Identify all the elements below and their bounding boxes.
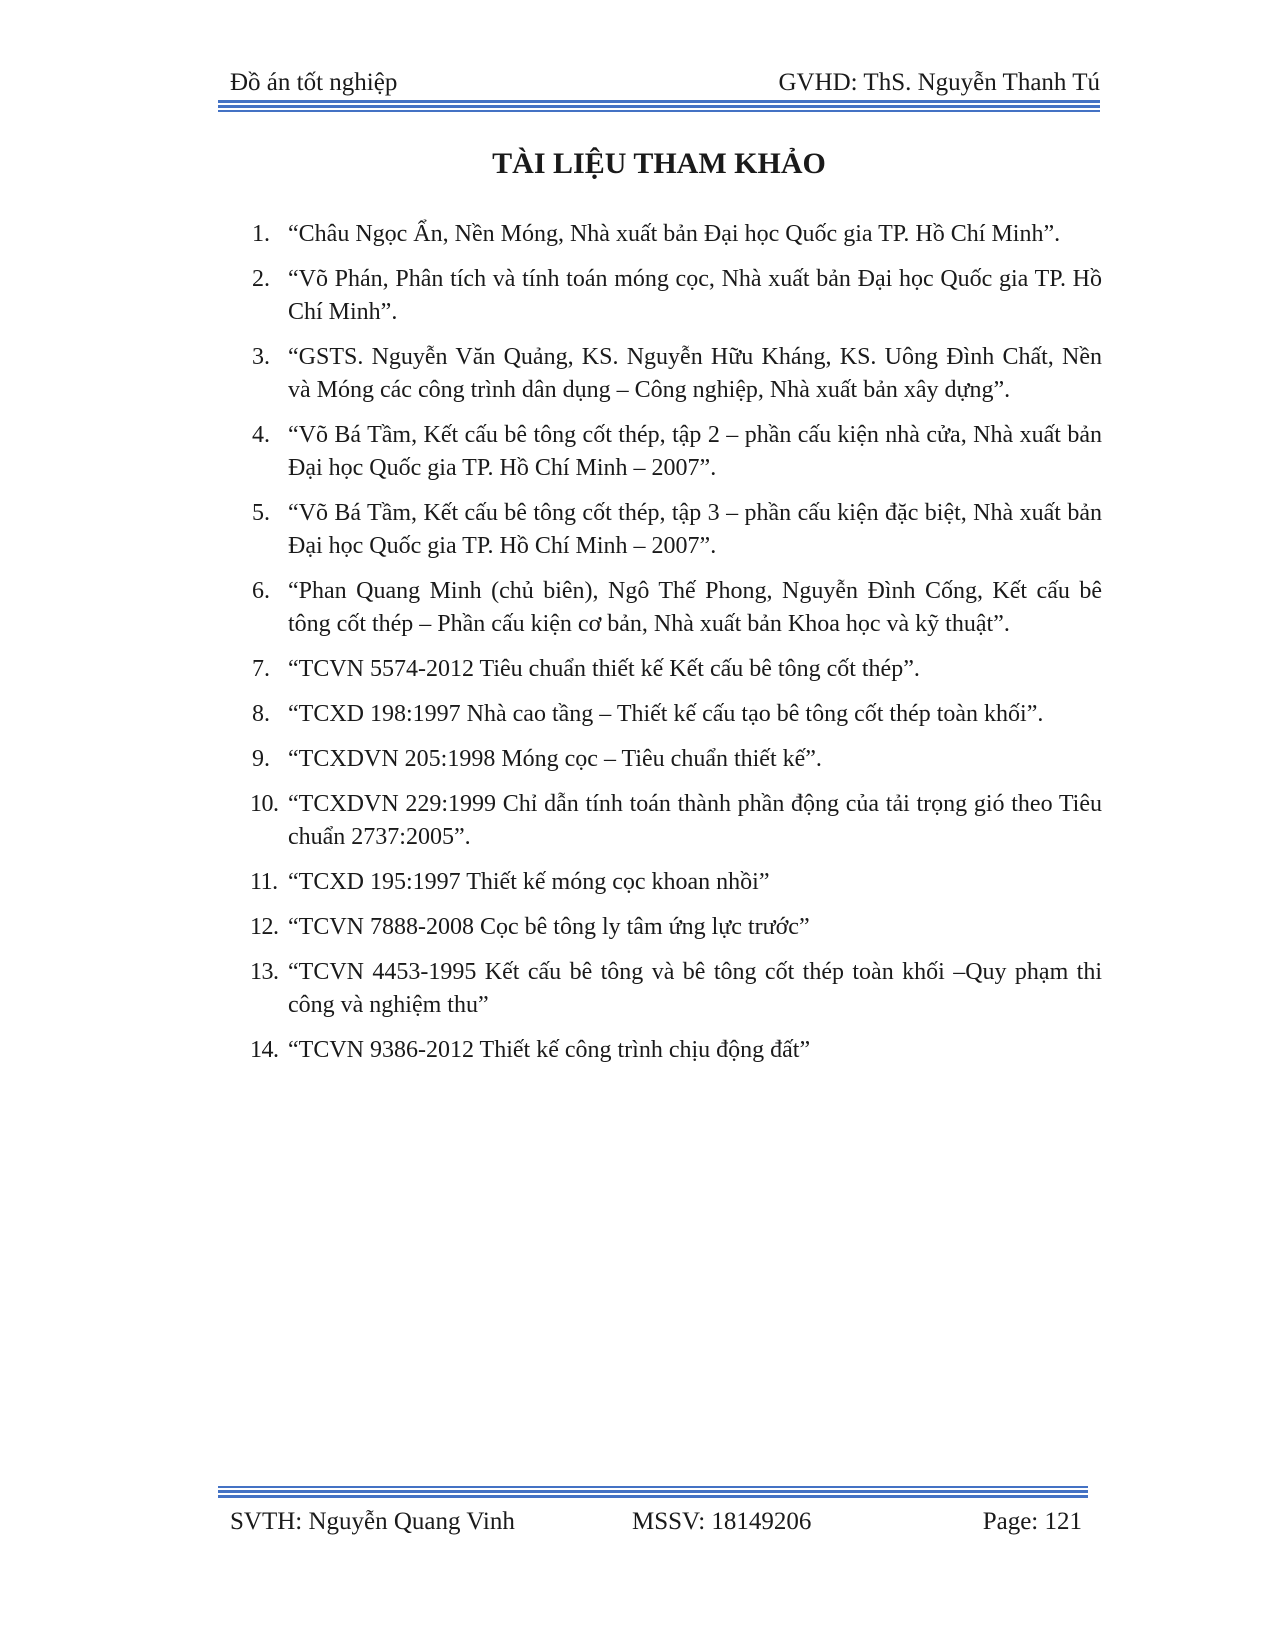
reference-text: “TCVN 4453-1995 Kết cấu bê tông và bê tông cốt thép toàn khối –Quy phạm thi công và nghiệm thu” <box>288 959 1102 1018</box>
header-thesis-label: Đồ án tốt nghiệp <box>230 69 398 96</box>
reference-text: “TCVN 9386-2012 Thiết kế công trình chịu động đất” <box>288 1037 811 1063</box>
page-title: TÀI LIỆU THAM KHẢO <box>492 147 826 180</box>
reference-number: 13. <box>250 959 279 985</box>
reference-number: 8. <box>252 701 270 727</box>
reference-item <box>252 263 1102 329</box>
reference-number: 10. <box>250 791 279 817</box>
reference-text: “TCXDVN 229:1999 Chỉ dẫn tính toán thành phần động của tải trọng gió theo Tiêu chuẩn 2737:2005”. <box>288 791 1102 850</box>
reference-text: “TCVN 5574-2012 Tiêu chuẩn thiết kế Kết cấu bê tông cốt thép”. <box>288 656 920 682</box>
reference-list <box>252 218 1102 1079</box>
reference-text: “Võ Bá Tầm, Kết cấu bê tông cốt thép, tập 3 – phần cấu kiện đặc biệt, Nhà xuất bản Đại học Quốc gia TP. Hồ Chí Minh – 2007”. <box>288 500 1102 559</box>
reference-number: 7. <box>252 656 270 682</box>
reference-number: 14. <box>250 1037 279 1063</box>
header-rule <box>218 100 1100 112</box>
footer-rule <box>218 1486 1088 1498</box>
reference-text: “Võ Bá Tầm, Kết cấu bê tông cốt thép, tập 2 – phần cấu kiện nhà cửa, Nhà xuất bản Đại học Quốc gia TP. Hồ Chí Minh – 2007”. <box>288 422 1102 481</box>
reference-text: “GSTS. Nguyễn Văn Quảng, KS. Nguyễn Hữu Kháng, KS. Uông Đình Chất, Nền và Móng các công trình dân dụng – Công nghiệp, Nhà xuất bản xây dựng”. <box>288 344 1102 403</box>
page-footer <box>230 1505 1082 1539</box>
reference-item <box>252 866 1102 899</box>
reference-number: 12. <box>250 914 279 940</box>
reference-text: “TCXDVN 205:1998 Móng cọc – Tiêu chuẩn thiết kế”. <box>288 746 822 772</box>
reference-item <box>252 788 1102 854</box>
reference-item <box>252 911 1102 944</box>
reference-item <box>252 497 1102 563</box>
header-advisor-label: GVHD: ThS. Nguyễn Thanh Tú <box>778 69 1100 96</box>
footer-student-id: MSSV: 18149206 <box>632 1508 812 1535</box>
footer-page-number: Page: 121 <box>982 1508 1082 1535</box>
reference-text: “Phan Quang Minh (chủ biên), Ngô Thế Phong, Nguyễn Đình Cống, Kết cấu bê tông cốt thép – Phần cấu kiện cơ bản, Nhà xuất bản Khoa học và kỹ thuật”. <box>288 578 1102 637</box>
reference-number: 3. <box>252 344 270 370</box>
reference-number: 9. <box>252 746 270 772</box>
reference-number: 5. <box>252 500 270 526</box>
reference-number: 1. <box>252 221 270 247</box>
reference-item <box>252 743 1102 776</box>
reference-text: “TCXD 195:1997 Thiết kế móng cọc khoan nhồi” <box>288 869 770 895</box>
reference-number: 4. <box>252 422 270 448</box>
reference-item <box>252 653 1102 686</box>
reference-text: “TCXD 198:1997 Nhà cao tầng – Thiết kế cấu tạo bê tông cốt thép toàn khối”. <box>288 701 1044 727</box>
reference-text: “Châu Ngọc Ẩn, Nền Móng, Nhà xuất bản Đại học Quốc gia TP. Hồ Chí Minh”. <box>288 221 1061 247</box>
page-header <box>230 66 1100 100</box>
reference-item <box>252 698 1102 731</box>
reference-text: “Võ Phán, Phân tích và tính toán móng cọc, Nhà xuất bản Đại học Quốc gia TP. Hồ Chí Minh”. <box>288 266 1102 325</box>
reference-item <box>252 956 1102 1022</box>
reference-item <box>252 1034 1102 1067</box>
reference-text: “TCVN 7888-2008 Cọc bê tông ly tâm ứng lực trước” <box>288 914 810 940</box>
reference-item <box>252 218 1102 251</box>
reference-item <box>252 341 1102 407</box>
reference-number: 11. <box>250 869 278 895</box>
reference-item <box>252 419 1102 485</box>
reference-number: 6. <box>252 578 270 604</box>
reference-number: 2. <box>252 266 270 292</box>
reference-item <box>252 575 1102 641</box>
footer-student-name: SVTH: Nguyễn Quang Vinh <box>230 1508 515 1535</box>
